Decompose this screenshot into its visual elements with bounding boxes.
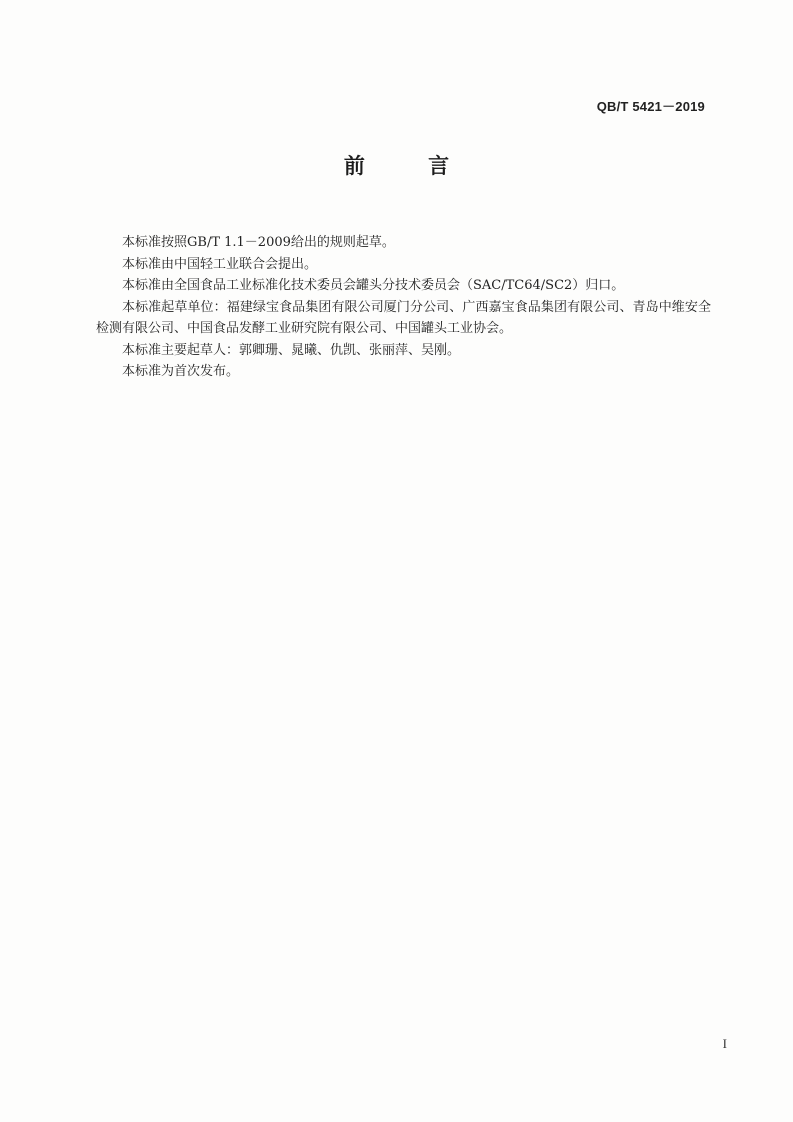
paragraph-first-release: 本标准为首次发布。 — [122, 364, 240, 379]
foreword-body — [96, 232, 711, 383]
paragraph-drafting-units: 本标准起草单位：福建绿宝食品集团有限公司厦门分公司、广西嘉宝食品集团有限公司、青岛中维安全检测有限公司、中国食品发酵工业研究院有限公司、中国罐头工业协会。 — [96, 299, 711, 336]
paragraph-proposer: 本标准由中国轻工业联合会提出。 — [122, 256, 318, 272]
paragraph-technical-committee: 本标准由全国食品工业标准化技术委员会罐头分技术委员会（SAC/TC64/SC2）归口。 — [122, 278, 625, 293]
section-title: 前 言 — [343, 154, 478, 178]
paragraph-drafting-rules: 本标准按照GB/T 1.1－2009给出的规则起草。 — [122, 235, 395, 250]
page-number: I — [722, 1036, 727, 1051]
paragraph-drafters: 本标准主要起草人：郭卿珊、晁曦、仇凯、张丽萍、吴刚。 — [122, 342, 461, 358]
standard-code: QB/T 5421－2019 — [596, 99, 705, 114]
